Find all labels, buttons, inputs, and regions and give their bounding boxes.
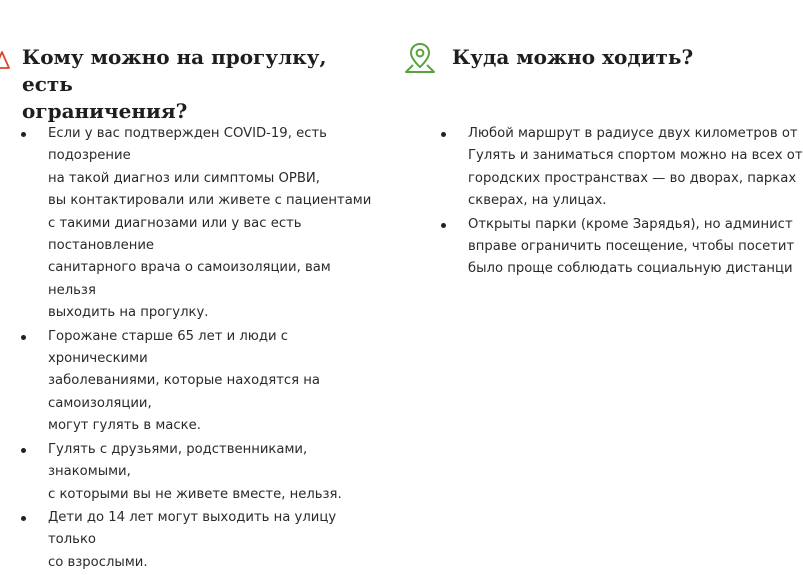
list-item-line: со взрослыми. [48, 554, 148, 570]
list-item-line: Горожане старше 65 лет и люди с хроническими [48, 328, 289, 367]
warning-triangle-icon [0, 50, 10, 70]
list-item-line: могут гулять в маске. [48, 418, 201, 434]
list-item-line: скверах, на улицах. [468, 193, 607, 209]
list-item [438, 214, 795, 281]
list-item [18, 123, 380, 325]
list-item-line: санитарного врача о самоизоляции, вам нельзя [48, 260, 331, 298]
location-pin-icon [402, 40, 438, 76]
restrictions-list [18, 123, 380, 575]
list-item-line: с такими диагнозами или у вас есть постановление [48, 215, 302, 254]
list-item-line: Гулять с друзьями, родственниками, знакомыми, [48, 441, 308, 480]
list-item-line: городских пространствах — во дворах, парках [468, 170, 797, 186]
heading-line: Куда можно ходить? [452, 45, 694, 69]
list-item-line: заболеваниями, которые находятся на самоизоляции, [48, 373, 320, 411]
list-item-line: вправе ограничить посещение, чтобы посетит [468, 239, 795, 255]
heading-line: Кому можно на прогулку, есть [22, 45, 327, 96]
list-item-line: с которыми вы не живете вместе, нельзя. [48, 486, 342, 502]
list-item-line: Дети до 14 лет могут выходить на улицу только [48, 509, 337, 548]
list-item [18, 507, 380, 574]
list-item-line: Если у вас подтвержден COVID-19, есть подозрение [48, 126, 327, 164]
list-item [18, 326, 380, 438]
list-item-line: вы контактировали или живете с пациентами [48, 193, 372, 209]
list-item-line: выходить на прогулку. [48, 305, 209, 321]
list-item [438, 123, 803, 213]
list-item-line: Гулять и заниматься спортом можно на всех от [468, 148, 803, 164]
list-item-line: Открыты парки (кроме Зарядья), но админист [468, 216, 793, 232]
heading-line: ограничения? [22, 99, 188, 123]
section-heading-restrictions [22, 44, 352, 125]
list-item [18, 439, 380, 506]
list-item-line: было проще соблюдать социальную дистанци [468, 261, 793, 277]
where-to-go-list [438, 123, 803, 282]
list-item-line: на такой диагноз или симптомы ОРВИ, [48, 170, 320, 186]
section-heading-where [452, 44, 752, 71]
list-item-line: Любой маршрут в радиусе двух километров от [468, 126, 798, 141]
